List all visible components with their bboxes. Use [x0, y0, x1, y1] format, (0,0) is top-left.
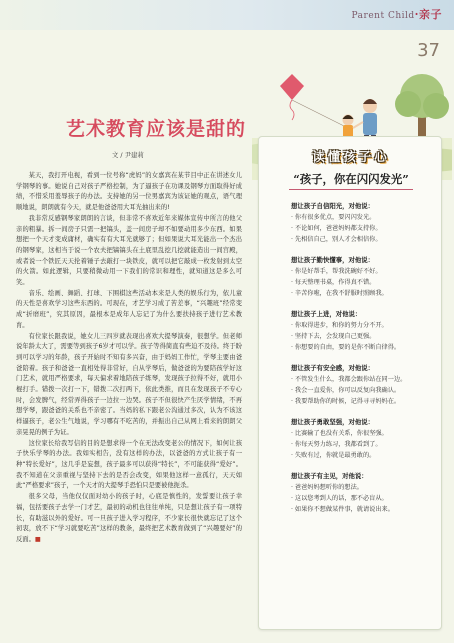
article-paragraph: 我非常反感钢琴家朗朗的言谈，但非常不喜欢近年来媒体宣传中所言的他父亲的粗暴。拆一间房子只需一把镐头，盖一间房子却不如要动用多少东西。如果想把一个天才变成庸材，确实有有大耳光就够了；但如果说大耳光能出一个杰出的钢琴家，这相当于说一个农夫把镐镐头在土底里乱挖几挖就能造出一间宫殿，或者说一个铁匠天天抡着锤子去敲打一块铁皮，就可以把它敲成一枚发射到太空的火箭。如此逻辑，只要稍微动用一下我们的常识和理性，就知道这是多么可笑。 [16, 214, 242, 287]
sidebar-card [258, 136, 442, 630]
section-item: · 失败有过，你就是最勇敢的。 [291, 452, 376, 459]
section-item: · 你是好帮手，帮我洗碗好不好。 [291, 268, 382, 275]
section-heading: 想让孩子自信阳光，对他说： [291, 202, 375, 210]
page-number: 37 [417, 40, 440, 61]
magazine-name-cn: ·亲子 [414, 8, 442, 21]
sidebar-section [291, 309, 435, 353]
sidebar-header-text: 读懂孩子心 [312, 149, 390, 164]
section-heading: 想让孩子有主见，对他说： [291, 472, 368, 480]
sidebar-section [291, 255, 435, 299]
section-item: · 坚持下去，会发现自己更强。 [291, 333, 376, 340]
section-heading: 想让孩子勇敢坚强，对他说： [291, 418, 375, 426]
sidebar-divider [289, 189, 413, 190]
section-item: · 不管发生什么，我都会跟你站在同一边。 [291, 376, 407, 383]
section-item: · 比赛输了也没有关系，你很坚强。 [291, 430, 388, 437]
article-title: 艺术教育应该是甜的 [66, 118, 247, 140]
section-item: · 如果你不想做某件事，就请说出来。 [291, 506, 394, 513]
section-heading: 想让孩子有安全感，对他说： [291, 364, 375, 372]
section-item: · 你想要的自由，要的是你不断自律得。 [291, 344, 401, 351]
article-author: 文 / 尹建莉 [112, 151, 144, 159]
sidebar-section [291, 201, 435, 245]
section-item: · 辛苦你啦，在我不舒服时照顾我。 [291, 290, 388, 297]
article-paragraph-text: 很多父母，当他仅仅面对幼小的孩子时，心底是慎性的，发誓要让孩子幸福，包括要孩子去学一门才艺，最初的动机也往往单纯，只是想让孩子有一项特长，有助滋以外的爱好。可一旦孩子进入学习程序，不少家长很快就忘记了这个初衷，放不下“学习就要吃苦”这样的教条，最终把艺术教育做到了“兴趣要好”的反面。 [16, 493, 242, 543]
section-item: · 不论如何，爸爸妈妈都支持你。 [291, 225, 382, 232]
section-heading: 想让孩子勤快懂事，对他说： [291, 256, 375, 264]
section-item: · 你有很多优点，要闪闪发光。 [291, 214, 376, 221]
section-item: · 先相信自己，别人才会相信你。 [291, 236, 382, 243]
article-paragraph: 这位家长给我写信的目的是想求得一个在无法改变老公的情况下，如何让孩子快乐学琴的办法。我如实相告，没有这样的办法，以爸爸的方式让孩子有一种“特长爱好”，这几乎是妄想，孩子最多可以获得“特长”，不可能获得“爱好”。我不知道在父亲重视与坚持下去的是否会改变，如果他这样一意孤行，天天如此“严格要求”孩子，一个天才的大提琴手恐怕只是要被他扼杀。 [16, 439, 242, 490]
end-mark-icon: ■ [34, 535, 41, 543]
section-item: · 每天整理书桌，作得真不错。 [291, 279, 376, 286]
article-paragraph [16, 492, 242, 546]
section-item: · 这以您考到人的话，那不必盲从。 [291, 495, 388, 502]
section-item: · 我会一直爱你，你可以反复向我确认。 [291, 387, 401, 394]
sidebar-sections [291, 201, 435, 525]
article-paragraph: 某天，我打开电视，看到一位号称“虎妈”的女嘉宾在某节目中正在讲述女儿学钢琴的事。她说自己对孩子严格控制，为了逼孩子在功课及钢琴方面取得好成绩，不惜采用羞辱孩子的办法。支持她的另一位男嘉宾为该证她的观点，语气理顺地说，朗朗就有今天，就是他爸爸用大耳光抽出来的! [16, 172, 242, 212]
article-paragraph: 有位家长跟我说，她女儿三四岁就表现出喜欢大提琴演奏，很想学。但老师说年龄太大了，需要等到孩子6岁才可以学。孩子等得简直有些迫不及待。终于盼到可以学习的年龄，孩子开始时不知有多兴奋，由于妈妈工作忙，学琴主要由爸爸陪着。孩子和爸爸一直相处得非常好，自从学琴后，做爸爸的为要陪孩学好这门艺术，就用严格要求，每天偏求着地陪孩子练琴，发现孩子拉得不好，就用小棍打手。错拨一次打一下，错拨二次打两下，依此类推，而且在发现孩子不专心时，会发脾气，经常弄得孩子一边拉一边哭。孩子不但很快产生厌学情绪，不再想学琴，跟爸爸的关系也不亲密了。当妈的私下跟老公沟通过多次，认为不该这样逼孩子，老公生气地说，学习哪有不吃苦的，并振出自己从网上看来的朗朗父亲晃晃的例子为证。 [16, 332, 242, 436]
section-heading: 想让孩子上进，对他说： [291, 310, 362, 318]
sidebar-header [273, 145, 429, 167]
magazine-name [352, 6, 442, 22]
sidebar-title: “孩子，你在闪闪发光” [293, 172, 409, 186]
section-item: · 爸爸妈妈想听你的想法。 [291, 484, 363, 491]
sidebar-section [291, 471, 435, 515]
sidebar-section [291, 417, 435, 461]
magazine-name-latin: Parent Child [351, 11, 415, 21]
section-item: · 我要帮助你的时候，记得寻寻妈妈在。 [291, 398, 401, 405]
section-item: · 你取得进步，和你的努力分不开。 [291, 322, 388, 329]
sidebar-section [291, 363, 435, 407]
section-item: · 你每天努力练习，我都看到了。 [291, 441, 382, 448]
article-paragraph: 音乐、绘画、舞蹈、打球、下围棋这些活动本来是人类的娱乐行为，依儿童的天性是喜欢学习这些东西的。可现在，才艺学习成了苦差事，“兴趣班”经常变成“折磨班”，究其原因，最根本是成年人忘记了为什么要扶持孩子进行艺术教育。 [16, 289, 242, 329]
article-body [16, 171, 242, 631]
